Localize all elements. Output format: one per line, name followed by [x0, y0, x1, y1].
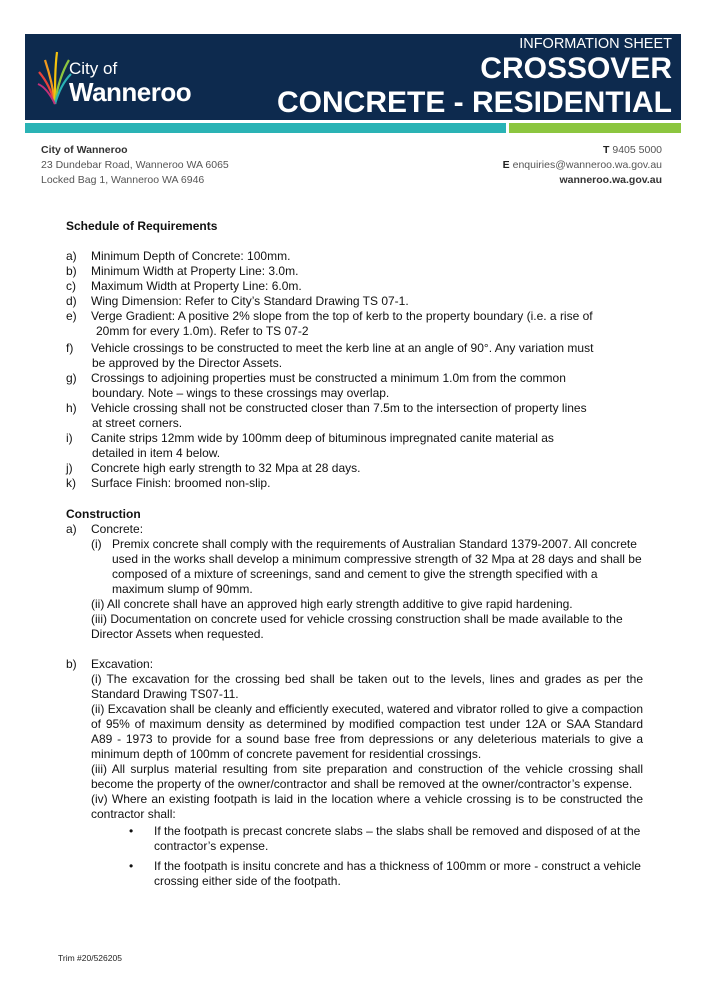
list-item: • If the footpath is precast concrete slabs – the slabs shall be removed and disposed of at the contractor’s expense. [129, 824, 641, 853]
concrete-item-ii: (ii) All concrete shall have an approved high early strength additive to give rapid hardening. [91, 597, 573, 611]
phone-key: T [603, 144, 610, 156]
green-stripe [509, 123, 681, 133]
logo-wordmark [69, 60, 191, 105]
construction-heading: Construction [66, 507, 141, 521]
list-item: h) Vehicle crossing shall not be constructed closer than 7.5m to the intersection of property lines at street corners. [66, 401, 587, 430]
excavation-item-ii: (ii) Excavation shall be cleanly and efficiently executed, watered and vibrator rolled to give a compaction of 95% of maximum density as determined by modified compaction test under 12A or SAA Standard A89 - 1973 to provide for a sound base free from depressions or any deleterious materials to give a minimum depth of 100mm of concrete pavement for residential crossings. [91, 702, 643, 761]
street-address: 23 Dundebar Road, Wanneroo WA 6065 [41, 159, 229, 171]
logo-city-text: City of [69, 59, 118, 78]
page-title: CROSSOVER [480, 52, 672, 85]
email-link[interactable]: enquiries@wanneroo.wa.gov.au [512, 159, 662, 171]
trim-reference: Trim #20/526205 [58, 953, 122, 963]
postal-address: Locked Bag 1, Wanneroo WA 6946 [41, 174, 205, 186]
excavation-item-iii: (iii) All surplus material resulting from site preparation and construction of the vehicle crossing shall become the property of the owner/contractor and shall be removed at the owner/contractor’s expense. [91, 762, 643, 791]
list-item: b) Excavation: [66, 657, 154, 671]
excavation-item-i: (i) The excavation for the crossing bed shall be taken out to the levels, lines and grades as per the Standard Drawing TS07-11. [91, 672, 643, 701]
phone-number[interactable]: 9405 5000 [612, 144, 662, 156]
concrete-item-iii: (iii) Documentation on concrete used for vehicle crossing construction shall be made available to the Director Assets when requested. [91, 612, 623, 641]
contact-block [503, 143, 662, 188]
list-item: b) Minimum Width at Property Line: 3.0m. [66, 264, 299, 278]
page-subtitle: CONCRETE - RESIDENTIAL [276, 86, 672, 119]
list-item: d) Wing Dimension: Refer to City’s Standard Drawing TS 07-1. [66, 294, 409, 308]
list-item: f) Vehicle crossings to be constructed to meet the kerb line at an angle of 90°. Any variation must be approved by the Director Assets. [66, 341, 594, 370]
website-link[interactable]: wanneroo.wa.gov.au [559, 174, 662, 186]
list-item: a) Minimum Depth of Concrete: 100mm. [66, 249, 291, 263]
list-item: e) Verge Gradient: A positive 2% slope from the top of kerb to the property boundary (i.e. a rise of 20mm for every 1.0m). Refer to TS 07-2 [66, 309, 593, 338]
list-item: i) Canite strips 12mm wide by 100mm deep of bituminous impregnated canite material as detailed in item 4 below. [66, 431, 554, 460]
email-key: E [502, 159, 510, 171]
address-block [41, 143, 229, 188]
footpath-bullets [66, 824, 643, 889]
list-item: k) Surface Finish: broomed non-slip. [66, 476, 271, 490]
construction-list [66, 522, 643, 537]
logo-wanneroo-text: Wanneroo [69, 77, 192, 107]
list-item: c) Maximum Width at Property Line: 6.0m. [66, 279, 302, 293]
header-banner [25, 34, 681, 120]
list-item: g) Crossings to adjoining properties must be constructed a minimum 1.0m from the common boundary. Note – wings to these crossings may overlap. [66, 371, 566, 400]
list-item: j) Concrete high early strength to 32 Mpa at 28 days. [66, 461, 361, 475]
teal-stripe [25, 123, 506, 133]
list-item: • If the footpath is insitu concrete and has a thickness of 100mm or more - construct a vehicle crossing either side of the footpath. [129, 859, 641, 888]
email-line [503, 158, 662, 173]
phone-line [503, 143, 662, 158]
city-logo-icon [37, 44, 73, 106]
list-item: a) Concrete: [66, 522, 144, 536]
org-name: City of Wanneroo [41, 144, 128, 156]
excavation-list [66, 657, 643, 672]
schedule-list [66, 249, 643, 491]
schedule-heading: Schedule of Requirements [66, 219, 218, 233]
document-body [66, 219, 643, 889]
excavation-subsection [66, 672, 643, 822]
concrete-subsection: (i) Premix concrete shall comply with the requirements of Australian Standard 1379-2007. All concrete used in the works shall develop a minimum compressive strength of 32 Mpa at 28 days and shall be composed of a mixture of screenings, sand and cement to give the strength specified with a maximum slump of 90mm. (ii) All concrete shall have an approved high early strength additive to give rapid hardening. (iii) Documentation on concrete used for vehicle crossing construction shall be made available to the Director Assets when requested. [66, 537, 643, 642]
sheet-label: INFORMATION SHEET [519, 36, 672, 52]
excavation-item-iv: (iv) Where an existing footpath is laid in the location where a vehicle crossing is to be constructed the contractor shall: [91, 792, 643, 821]
